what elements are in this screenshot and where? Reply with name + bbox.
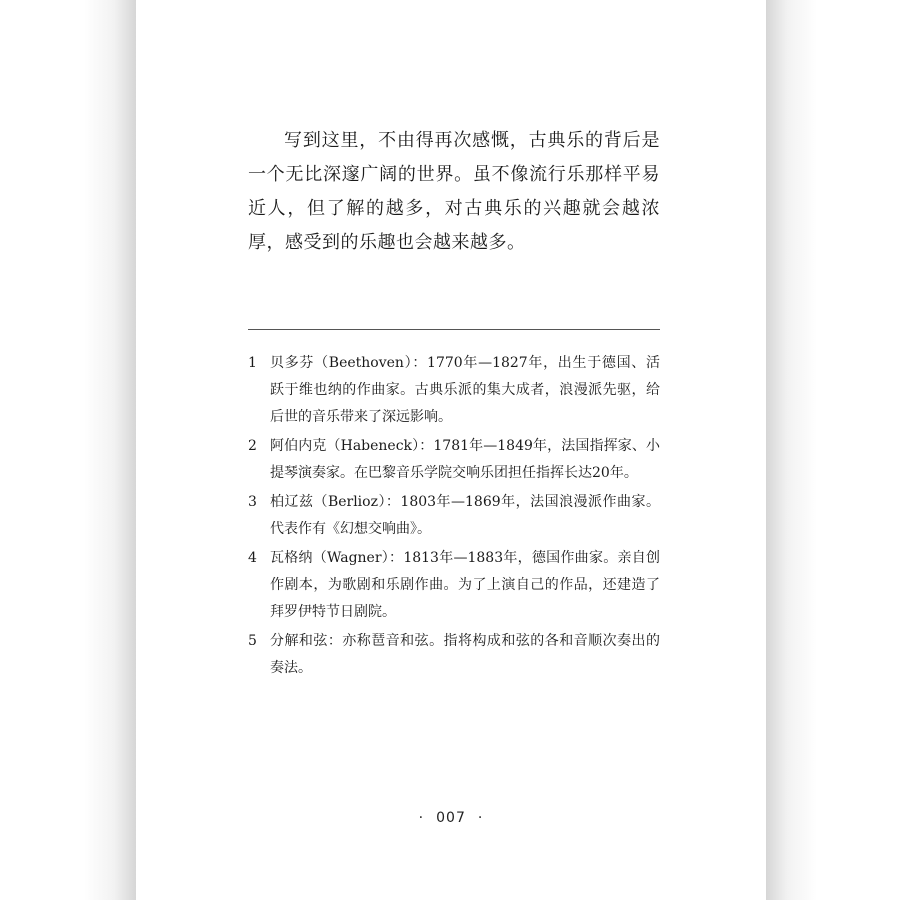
left-page-shadow [0, 0, 136, 900]
footnote-item [248, 433, 660, 487]
footnote-item [248, 489, 660, 543]
footnote-text: 阿伯内克（Habeneck）：1781年—1849年，法国指挥家、小提琴演奏家。在巴黎音乐学院交响乐团担任指挥长达20年。 [270, 438, 660, 481]
footnote-text: 分解和弦：亦称琶音和弦。指将构成和弦的各和音顺次奏出的奏法。 [270, 633, 660, 676]
book-page [136, 0, 766, 900]
footnote-number: 2 [248, 438, 257, 454]
footnote-item [248, 350, 660, 431]
folio-dot-right: · [477, 810, 484, 826]
footnote-separator [248, 329, 660, 330]
body-paragraph: 写到这里，不由得再次感慨，古典乐的背后是一个无比深邃广阔的世界。虽不像流行乐那样平易近人，但了解的越多，对古典乐的兴趣就会越浓厚，感受到的乐趣也会越来越多。 [248, 130, 660, 253]
footnote-number: 4 [248, 550, 257, 566]
footnote-text: 柏辽兹（Berlioz）：1803年—1869年，法国浪漫派作曲家。代表作有《幻想交响曲》。 [270, 494, 660, 537]
footnote-text: 瓦格纳（Wagner）：1813年—1883年，德国作曲家。亲自创作剧本，为歌剧和乐剧作曲。为了上演自己的作品，还建造了拜罗伊特节日剧院。 [270, 550, 660, 620]
footnote-item [248, 628, 660, 682]
footnote-text: 贝多芬（Beethoven）：1770年—1827年，出生于德国、活跃于维也纳的作曲家。古典乐派的集大成者，浪漫派先驱，给后世的音乐带来了深远影响。 [270, 355, 660, 425]
footnote-item [248, 545, 660, 626]
footnote-number: 1 [248, 355, 257, 371]
page-number: 007 [436, 810, 466, 826]
folio-dot-left: · [418, 810, 425, 826]
footnote-number: 5 [248, 633, 257, 649]
right-page-shadow [766, 0, 900, 900]
footnote-number: 3 [248, 494, 257, 510]
footnote-list [248, 350, 660, 684]
page-number-footer [136, 810, 766, 826]
